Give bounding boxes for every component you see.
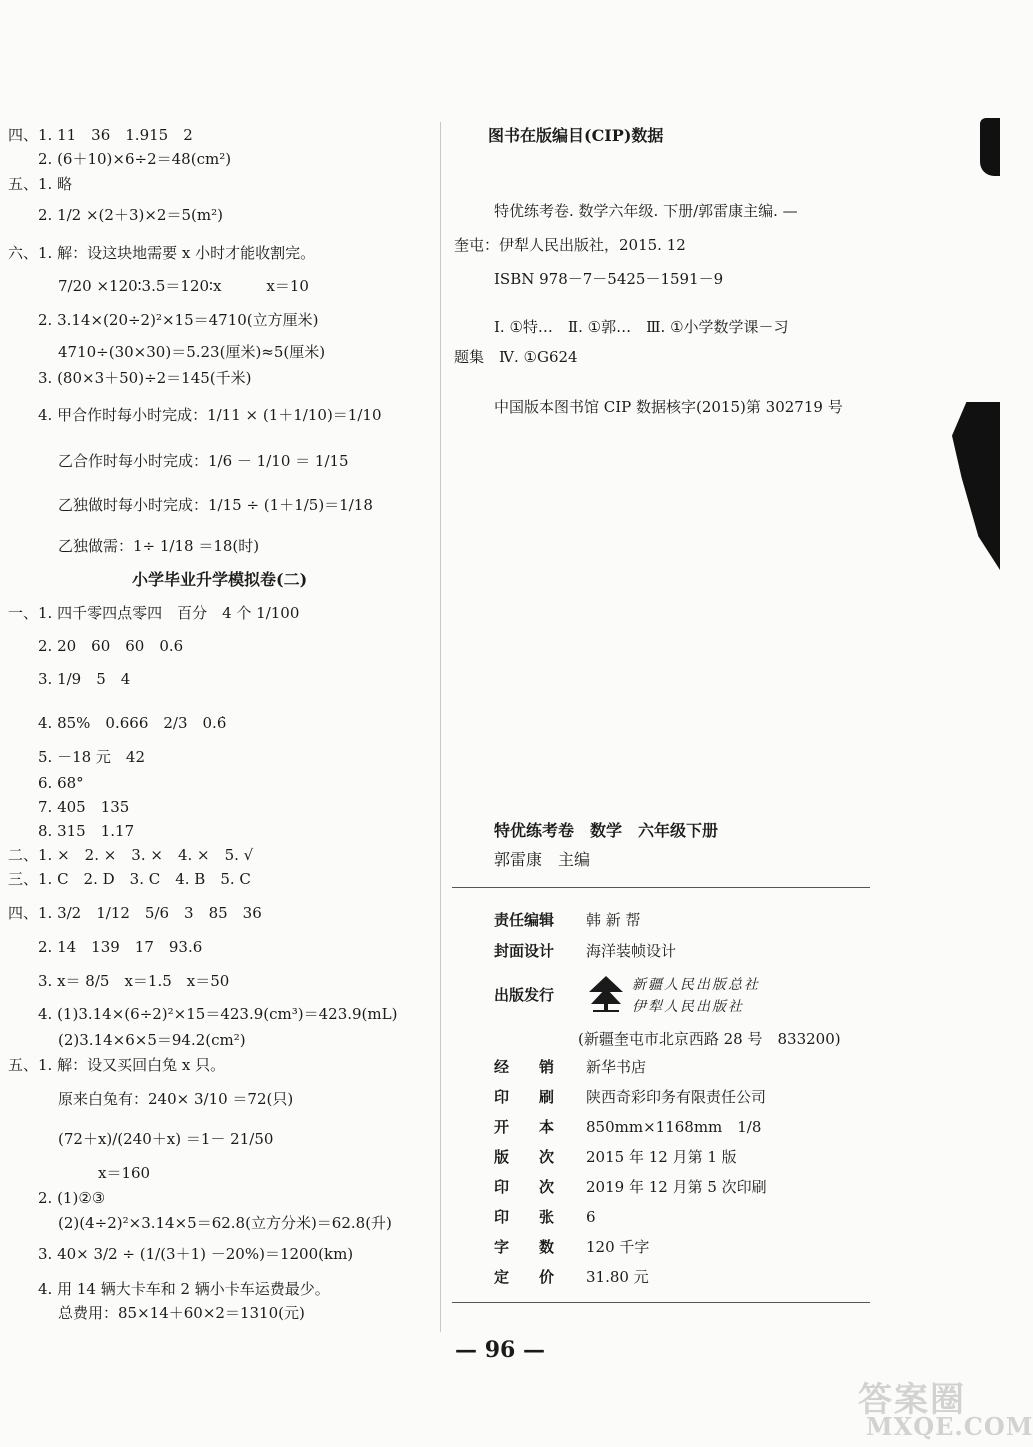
answer-line: 3. (80×3＋50)÷2＝145(千米) — [38, 369, 252, 387]
answer-line: 4. 甲合作时每小时完成：1/11 × (1＋1/10)＝1/10 — [38, 406, 382, 424]
watermark-url: MXQE.COM — [866, 1412, 1033, 1441]
section-title: 小学毕业升学模拟卷(二) — [132, 570, 308, 589]
answer-line: 五、1. 略 — [8, 175, 73, 193]
colophon-label: 封面设计 — [494, 942, 555, 960]
colophon-label: 出版发行 — [494, 986, 555, 1004]
answer-line: 2. (6＋10)×6÷2＝48(cm²) — [38, 150, 232, 168]
answer-line: 四、1. 3/2 1/12 5/6 3 85 36 — [8, 904, 262, 922]
answer-line: (72＋x)/(240＋x) ＝1－ 21/50 — [58, 1130, 274, 1148]
publisher-name: 新疆人民出版总社 — [632, 977, 760, 993]
colophon-value: 新华书店 — [586, 1058, 647, 1076]
colophon-value: 850mm×1168mm 1/8 — [586, 1118, 762, 1136]
answer-line: x＝160 — [98, 1164, 151, 1182]
colophon-value: 2015 年 12 月第 1 版 — [586, 1148, 737, 1166]
divider-rule — [452, 1302, 870, 1303]
watermark — [858, 1372, 1033, 1441]
colophon-label: 版 次 — [494, 1148, 555, 1166]
answer-line: 3. 40× 3/2 ÷ (1/(3＋1) －20%)＝1200(km) — [38, 1245, 354, 1263]
answer-line: 8. 315 1.17 — [38, 822, 135, 840]
cip-line: Ⅰ. ①特… Ⅱ. ①郭… Ⅲ. ①小学数学课－习 — [494, 318, 789, 336]
cip-isbn: ISBN 978－7－5425－1591－9 — [494, 270, 724, 288]
cip-line: 特优练考卷. 数学六年级. 下册/郭雷康主编. — — [494, 202, 798, 220]
colophon-label: 印 刷 — [494, 1088, 555, 1106]
page-number: — 96 — — [455, 1337, 545, 1363]
answer-line: 乙独做需：1÷ 1/18 ＝18(时) — [58, 537, 260, 555]
colophon-label: 印 张 — [494, 1208, 555, 1226]
colophon-value: 2019 年 12 月第 5 次印刷 — [586, 1178, 767, 1196]
book-title: 特优练考卷 数学 六年级下册 — [494, 821, 719, 840]
publisher-address: (新疆奎屯市北京西路 28 号 833200) — [578, 1030, 841, 1048]
colophon-value: 6 — [586, 1208, 596, 1226]
cip-line: 中国版本图书馆 CIP 数据核字(2015)第 302719 号 — [494, 398, 843, 416]
answer-line: 六、1. 解：设这块地需要 x 小时才能收割完。 — [8, 244, 316, 262]
divider-rule — [452, 887, 870, 888]
answer-line: 四、1. 11 36 1.915 2 — [8, 126, 193, 144]
answer-line: 4. (1)3.14×(6÷2)²×15＝423.9(cm³)＝423.9(mL) — [38, 1005, 398, 1023]
answer-line: (2)(4÷2)²×3.14×5＝62.8(立方分米)＝62.8(升) — [58, 1214, 392, 1232]
answer-line: 原来白兔有：240× 3/10 ＝72(只) — [58, 1090, 294, 1108]
answer-line: 2. 20 60 60 0.6 — [38, 637, 184, 655]
answer-line: 3. x＝ 8/5 x＝1.5 x＝50 — [38, 972, 230, 990]
answer-line: 2. 1/2 ×(2＋3)×2＝5(m²) — [38, 206, 223, 224]
colophon-label: 印 次 — [494, 1178, 555, 1196]
answer-line: 2. 14 139 17 93.6 — [38, 938, 203, 956]
editor-line: 郭雷康 主编 — [494, 850, 591, 869]
answer-line: 2. 3.14×(20÷2)²×15＝4710(立方厘米) — [38, 311, 319, 329]
colophon-value: 韩 新 帮 — [586, 911, 641, 929]
colophon-label: 责任编辑 — [494, 911, 555, 929]
answer-line: 3. 1/9 5 4 — [38, 670, 131, 688]
colophon-label: 字 数 — [494, 1238, 555, 1256]
colophon-label: 开 本 — [494, 1118, 555, 1136]
scan-shadow — [952, 402, 1000, 570]
answer-line: 7/20 ×120∶3.5＝120∶x x＝10 — [58, 277, 309, 295]
scan-shadow — [980, 118, 1000, 176]
colophon-label: 经 销 — [494, 1058, 555, 1076]
answer-line: 乙合作时每小时完成：1/6 － 1/10 ＝ 1/15 — [58, 452, 349, 470]
answer-line: 4710÷(30×30)＝5.23(厘米)≈5(厘米) — [58, 343, 326, 361]
colophon-value: 海洋装帧设计 — [586, 942, 677, 960]
cip-line: 题集 Ⅳ. ①G624 — [454, 348, 578, 366]
answer-line: 一、1. 四千零四点零四 百分 4 个 1/100 — [8, 604, 300, 622]
watermark-text: 答案圈 — [858, 1380, 966, 1420]
answer-line: 6. 68° — [38, 774, 84, 792]
answer-line: 五、1. 解：设又买回白兔 x 只。 — [8, 1056, 226, 1074]
publisher-name: 伊犁人民出版社 — [632, 999, 744, 1015]
colophon-label: 定 价 — [494, 1268, 555, 1286]
answer-line: 7. 405 135 — [38, 798, 130, 816]
column-divider — [440, 122, 441, 1332]
answer-line: 总费用：85×14＋60×2＝1310(元) — [58, 1304, 305, 1322]
answer-line: 2. (1)②③ — [38, 1189, 106, 1207]
answer-line: 4. 用 14 辆大卡车和 2 辆小卡车运费最少。 — [38, 1280, 330, 1298]
answer-line: 乙独做时每小时完成：1/15 ÷ (1＋1/5)＝1/18 — [58, 496, 373, 514]
colophon-value: 陕西奇彩印务有限责任公司 — [586, 1088, 767, 1106]
answer-line: 三、1. C 2. D 3. C 4. B 5. C — [8, 870, 251, 888]
cip-line: 奎屯：伊犁人民出版社，2015. 12 — [454, 236, 686, 254]
publisher-logo-icon — [587, 974, 625, 1014]
answer-line: 二、1. × 2. × 3. × 4. × 5. √ — [8, 846, 254, 864]
answer-line: 4. 85% 0.666 2/3 0.6̇ — [38, 714, 227, 732]
colophon-value: 31.80 元 — [586, 1268, 649, 1286]
cip-heading: 图书在版编目(CIP)数据 — [488, 126, 664, 145]
colophon-value: 120 千字 — [586, 1238, 650, 1256]
answer-line: 5. －18 元 42 — [38, 748, 146, 766]
answer-line: (2)3.14×6×5＝94.2(cm²) — [58, 1031, 246, 1049]
